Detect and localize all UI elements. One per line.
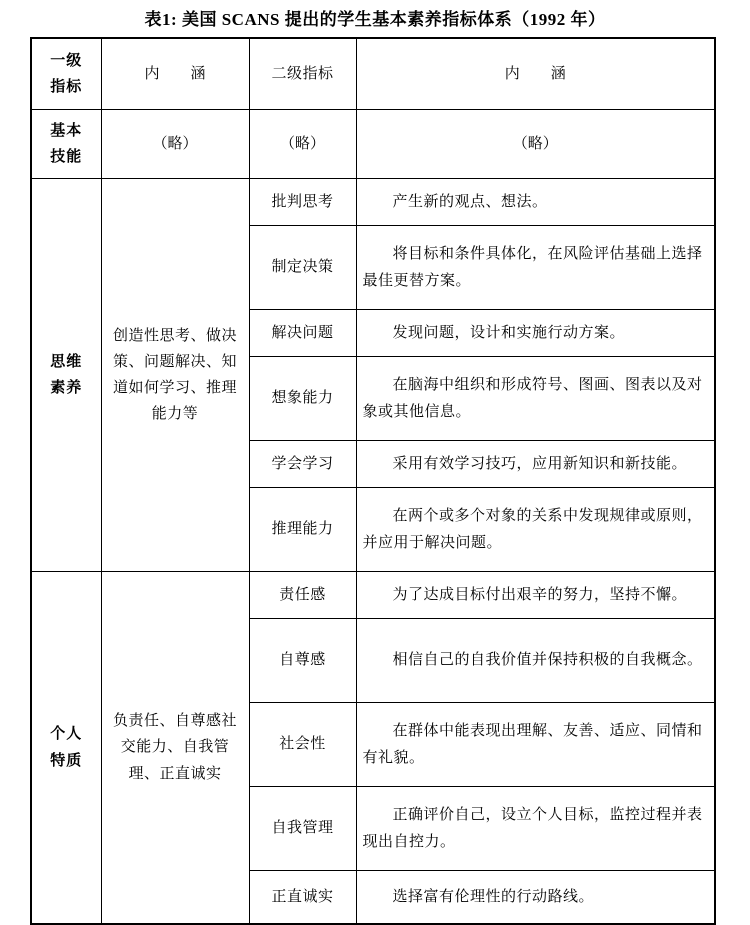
sub-indicator-problem-solving: 解决问题 [249, 310, 356, 357]
table-row [31, 179, 715, 226]
category-personal-qualities [31, 572, 101, 925]
description-self-esteem: 相信自己的自我价值并保持积极的自我概念。 [356, 619, 715, 703]
sub-indicator-basic-skills: （略） [249, 110, 356, 179]
category-inner-thinking-literacy: 创造性思考、做决策、问题解决、知道如何学习、推理能力等 [101, 179, 249, 572]
description-reasoning: 在两个或多个对象的关系中发现规律或原则，并应用于解决问题。 [356, 488, 715, 572]
sub-indicator-decision-making: 制定决策 [249, 226, 356, 310]
category-inner-personal-qualities: 负责任、自尊感社交能力、自我管理、正直诚实 [101, 572, 249, 925]
table-header-row [31, 38, 715, 110]
description-integrity-honesty: 选择富有伦理性的行动路线。 [356, 871, 715, 925]
description-decision-making: 将目标和条件具体化，在风险评估基础上选择最佳更替方案。 [356, 226, 715, 310]
sub-indicator-reasoning: 推理能力 [249, 488, 356, 572]
sub-indicator-self-management: 自我管理 [249, 787, 356, 871]
table-row [31, 110, 715, 179]
sub-indicator-imagination: 想象能力 [249, 357, 356, 441]
category-line2: 素养 [50, 380, 83, 396]
sub-indicator-integrity-honesty: 正直诚实 [249, 871, 356, 925]
description-imagination: 在脑海中组织和形成符号、图画、图表以及对象或其他信息。 [356, 357, 715, 441]
page-title: 表1: 美国 SCANS 提出的学生基本素养指标体系（1992 年） [144, 10, 606, 29]
description-self-management: 正确评价自己，设立个人目标，监控过程并表现出自控力。 [356, 787, 715, 871]
category-thinking-literacy [31, 179, 101, 572]
header-inner-meaning-1: 内 涵 [101, 38, 249, 110]
category-line2: 特质 [50, 752, 83, 769]
category-line2: 技能 [50, 149, 83, 165]
sub-indicator-critical-thinking: 批判思考 [249, 179, 356, 226]
table-container [0, 37, 750, 925]
description-problem-solving: 发现问题，设计和实施行动方案。 [356, 310, 715, 357]
sub-indicator-sociability: 社会性 [249, 703, 356, 787]
description-basic-skills: （略） [356, 110, 715, 179]
scans-indicator-table [30, 37, 716, 925]
table-row [31, 572, 715, 619]
header-level1-indicator [31, 38, 101, 110]
header-inner-meaning-2: 内 涵 [356, 38, 715, 110]
category-inner-basic-skills: （略） [101, 110, 249, 179]
header-level1-line1: 一级 [50, 52, 83, 69]
sub-indicator-responsibility: 责任感 [249, 572, 356, 619]
description-learning-to-learn: 采用有效学习技巧，应用新知识和新技能。 [356, 441, 715, 488]
header-level1-line2: 指标 [50, 79, 83, 95]
category-line1: 个人 [50, 726, 83, 743]
description-sociability: 在群体中能表现出理解、友善、适应、同情和有礼貌。 [356, 703, 715, 787]
description-critical-thinking: 产生新的观点、想法。 [356, 179, 715, 226]
header-level2-indicator: 二级指标 [249, 38, 356, 110]
sub-indicator-learning-to-learn: 学会学习 [249, 441, 356, 488]
sub-indicator-self-esteem: 自尊感 [249, 619, 356, 703]
description-responsibility: 为了达成目标付出艰辛的努力，坚持不懈。 [356, 572, 715, 619]
category-line1: 基本 [50, 122, 83, 139]
category-line1: 思维 [50, 353, 83, 370]
category-basic-skills [31, 110, 101, 179]
